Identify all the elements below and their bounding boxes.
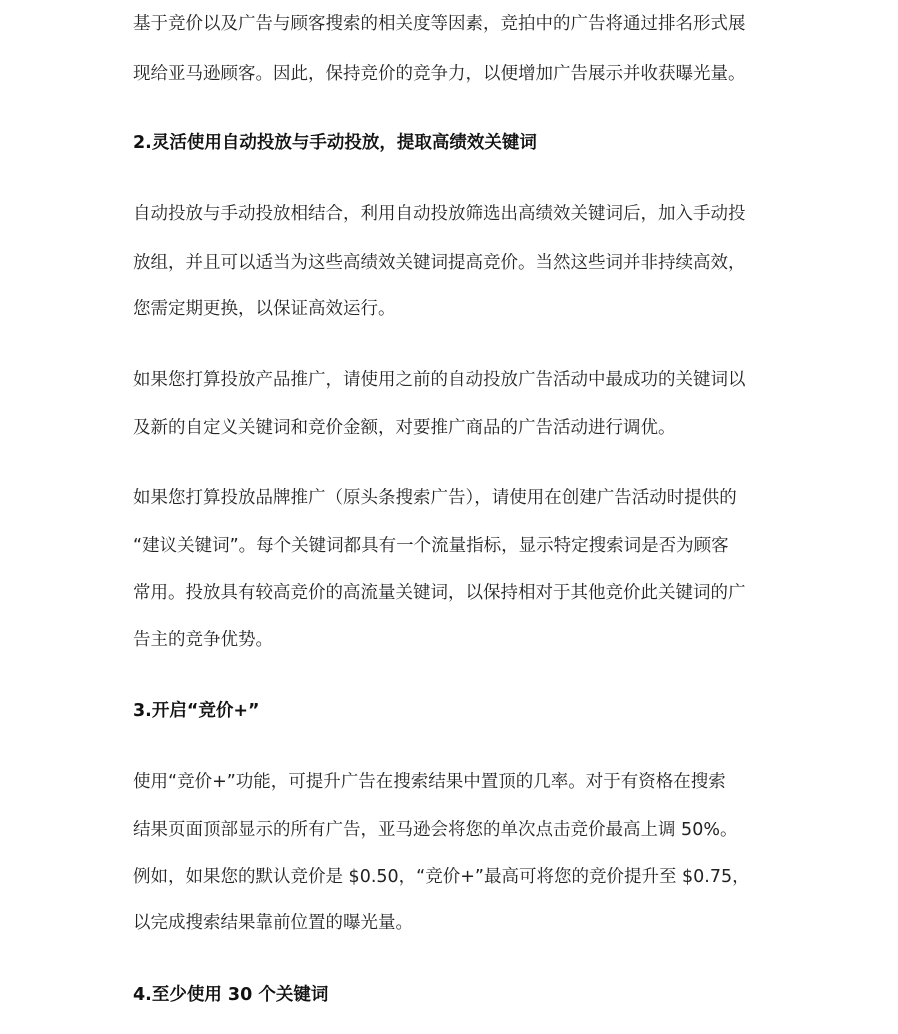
paragraph-line: 如果您打算投放产品推广，请使用之前的自动投放广告活动中最成功的关键词以 bbox=[133, 370, 746, 390]
paragraph-line: 自动投放与手动投放相结合，利用自动投放筛选出高绩效关键词后，加入手动投 bbox=[133, 204, 746, 224]
paragraph-line: 放组，并且可以适当为这些高绩效关键词提高竞价。当然这些词并非持续高效， bbox=[133, 253, 746, 273]
paragraph-line: 您需定期更换，以保证高效运行。 bbox=[133, 299, 396, 319]
paragraph-line: “建议关键词”。每个关键词都具有一个流量指标，显示特定搜索词是否为顾客 bbox=[133, 536, 729, 556]
paragraph-line: 使用“竞价+”功能，可提升广告在搜索结果中置顶的几率。对于有资格在搜索 bbox=[133, 772, 726, 792]
paragraph-line: 以完成搜索结果靠前位置的曝光量。 bbox=[133, 913, 413, 933]
section-heading-3: 3.开启“竞价+” bbox=[133, 701, 260, 721]
paragraph-line: 告主的竞争优势。 bbox=[133, 630, 273, 650]
paragraph-line: 例如，如果您的默认竞价是 $0.50，“竞价+”最高可将您的竞价提升至 $0.75， bbox=[133, 867, 750, 887]
paragraph-line: 及新的自定义关键词和竞价金额，对要推广商品的广告活动进行调优。 bbox=[133, 418, 676, 438]
paragraph-line: 如果您打算投放品牌推广（原头条搜索广告），请使用在创建广告活动时提供的 bbox=[133, 488, 737, 508]
paragraph-line: 常用。投放具有较高竞价的高流量关键词，以保持相对于其他竞价此关键词的广 bbox=[133, 583, 746, 603]
paragraph-line: 现给亚马逊顾客。因此，保持竞价的竞争力，以便增加广告展示并收获曝光量。 bbox=[133, 64, 746, 84]
paragraph-line: 结果页面顶部显示的所有广告，亚马逊会将您的单次点击竞价最高上调 50%。 bbox=[133, 820, 738, 840]
section-heading-2: 2.灵活使用自动投放与手动投放，提取高绩效关键词 bbox=[133, 133, 537, 153]
paragraph-line: 基于竞价以及广告与顾客搜索的相关度等因素，竞拍中的广告将通过排名形式展 bbox=[133, 14, 746, 34]
section-heading-4: 4.至少使用 30 个关键词 bbox=[133, 985, 329, 1005]
